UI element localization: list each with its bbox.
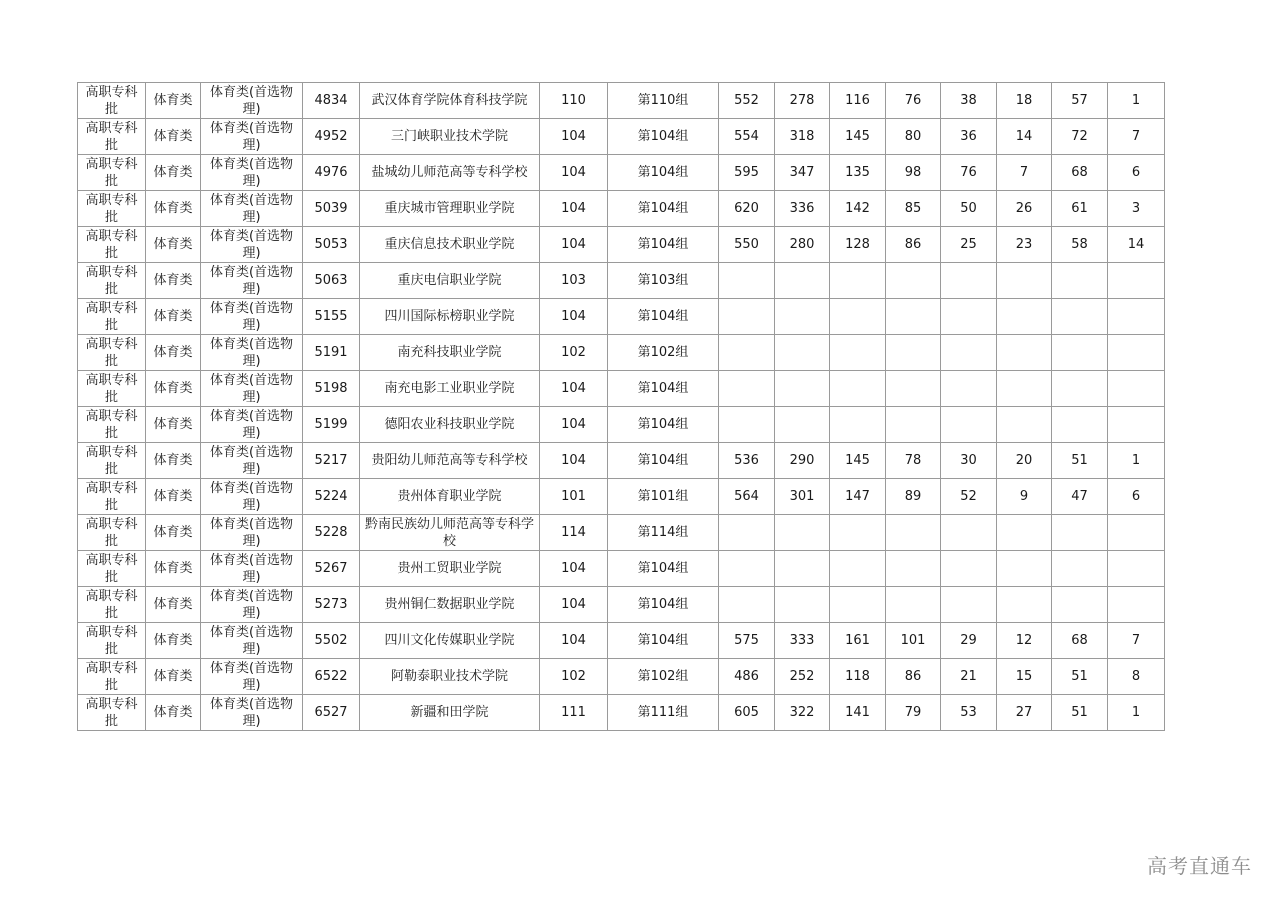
table-row bbox=[78, 515, 1165, 551]
score-cell: 1 bbox=[1108, 83, 1165, 119]
category-cell: 体育类 bbox=[146, 191, 201, 227]
batch-cell: 高职专科批 bbox=[78, 191, 146, 227]
table-row bbox=[78, 551, 1165, 587]
score-cell: 1 bbox=[1108, 443, 1165, 479]
group-code-cell: 104 bbox=[540, 155, 608, 191]
group-name-cell: 第102组 bbox=[608, 659, 719, 695]
score-cell bbox=[719, 551, 775, 587]
category-cell: 体育类 bbox=[146, 623, 201, 659]
group-code-cell: 104 bbox=[540, 371, 608, 407]
batch-cell: 高职专科批 bbox=[78, 371, 146, 407]
score-cell bbox=[886, 371, 941, 407]
score-cell bbox=[775, 587, 830, 623]
score-cell bbox=[775, 263, 830, 299]
category-cell: 体育类 bbox=[146, 515, 201, 551]
subject-group-cell: 体育类(首选物理) bbox=[201, 227, 303, 263]
score-cell bbox=[886, 515, 941, 551]
score-cell: 79 bbox=[886, 695, 941, 731]
score-cell bbox=[830, 263, 886, 299]
school-name-cell: 新疆和田学院 bbox=[360, 695, 540, 731]
school-name-cell: 四川文化传媒职业学院 bbox=[360, 623, 540, 659]
score-cell: 25 bbox=[941, 227, 997, 263]
score-cell bbox=[886, 335, 941, 371]
group-code-cell: 104 bbox=[540, 299, 608, 335]
table-row bbox=[78, 191, 1165, 227]
batch-cell: 高职专科批 bbox=[78, 83, 146, 119]
table-row bbox=[78, 443, 1165, 479]
batch-cell: 高职专科批 bbox=[78, 659, 146, 695]
score-cell: 72 bbox=[1052, 119, 1108, 155]
school-code-cell: 5039 bbox=[303, 191, 360, 227]
school-name-cell: 南充科技职业学院 bbox=[360, 335, 540, 371]
score-cell bbox=[775, 371, 830, 407]
school-name-cell: 黔南民族幼儿师范高等专科学校 bbox=[360, 515, 540, 551]
score-cell: 101 bbox=[886, 623, 941, 659]
score-cell: 280 bbox=[775, 227, 830, 263]
score-cell bbox=[941, 587, 997, 623]
category-cell: 体育类 bbox=[146, 479, 201, 515]
subject-group-cell: 体育类(首选物理) bbox=[201, 263, 303, 299]
batch-cell: 高职专科批 bbox=[78, 263, 146, 299]
score-cell: 118 bbox=[830, 659, 886, 695]
category-cell: 体育类 bbox=[146, 83, 201, 119]
score-cell: 57 bbox=[1052, 83, 1108, 119]
table-row bbox=[78, 299, 1165, 335]
batch-cell: 高职专科批 bbox=[78, 227, 146, 263]
subject-group-cell: 体育类(首选物理) bbox=[201, 659, 303, 695]
batch-cell: 高职专科批 bbox=[78, 479, 146, 515]
group-code-cell: 104 bbox=[540, 623, 608, 659]
score-cell: 15 bbox=[997, 659, 1052, 695]
score-cell bbox=[1108, 407, 1165, 443]
school-code-cell: 4976 bbox=[303, 155, 360, 191]
score-cell: 145 bbox=[830, 443, 886, 479]
score-cell: 27 bbox=[997, 695, 1052, 731]
category-cell: 体育类 bbox=[146, 407, 201, 443]
score-cell: 68 bbox=[1052, 623, 1108, 659]
school-name-cell: 南充电影工业职业学院 bbox=[360, 371, 540, 407]
score-cell: 9 bbox=[997, 479, 1052, 515]
score-cell: 605 bbox=[719, 695, 775, 731]
score-cell: 7 bbox=[997, 155, 1052, 191]
score-cell: 14 bbox=[1108, 227, 1165, 263]
score-cell: 318 bbox=[775, 119, 830, 155]
score-cell: 26 bbox=[997, 191, 1052, 227]
group-name-cell: 第101组 bbox=[608, 479, 719, 515]
school-name-cell: 德阳农业科技职业学院 bbox=[360, 407, 540, 443]
group-name-cell: 第103组 bbox=[608, 263, 719, 299]
score-cell: 142 bbox=[830, 191, 886, 227]
school-code-cell: 4834 bbox=[303, 83, 360, 119]
score-cell: 51 bbox=[1052, 443, 1108, 479]
score-cell: 14 bbox=[997, 119, 1052, 155]
category-cell: 体育类 bbox=[146, 335, 201, 371]
subject-group-cell: 体育类(首选物理) bbox=[201, 299, 303, 335]
school-code-cell: 5199 bbox=[303, 407, 360, 443]
group-name-cell: 第104组 bbox=[608, 299, 719, 335]
score-cell bbox=[775, 407, 830, 443]
score-cell bbox=[1052, 587, 1108, 623]
subject-group-cell: 体育类(首选物理) bbox=[201, 551, 303, 587]
table-row bbox=[78, 371, 1165, 407]
group-code-cell: 104 bbox=[540, 407, 608, 443]
school-name-cell: 三门峡职业技术学院 bbox=[360, 119, 540, 155]
score-cell bbox=[775, 551, 830, 587]
school-name-cell: 四川国际标榜职业学院 bbox=[360, 299, 540, 335]
batch-cell: 高职专科批 bbox=[78, 515, 146, 551]
table-row bbox=[78, 695, 1165, 731]
category-cell: 体育类 bbox=[146, 263, 201, 299]
score-cell bbox=[830, 407, 886, 443]
table-row bbox=[78, 659, 1165, 695]
score-cell: 12 bbox=[997, 623, 1052, 659]
group-name-cell: 第114组 bbox=[608, 515, 719, 551]
table-row bbox=[78, 335, 1165, 371]
subject-group-cell: 体育类(首选物理) bbox=[201, 623, 303, 659]
school-code-cell: 5228 bbox=[303, 515, 360, 551]
school-code-cell: 5063 bbox=[303, 263, 360, 299]
score-cell: 322 bbox=[775, 695, 830, 731]
score-cell: 38 bbox=[941, 83, 997, 119]
score-cell: 278 bbox=[775, 83, 830, 119]
score-cell: 47 bbox=[1052, 479, 1108, 515]
group-name-cell: 第104组 bbox=[608, 371, 719, 407]
group-name-cell: 第111组 bbox=[608, 695, 719, 731]
group-name-cell: 第110组 bbox=[608, 83, 719, 119]
score-cell bbox=[997, 551, 1052, 587]
score-cell: 21 bbox=[941, 659, 997, 695]
watermark-text: 高考直通车 bbox=[1147, 854, 1252, 878]
score-cell bbox=[1108, 335, 1165, 371]
admission-score-table bbox=[77, 82, 1165, 731]
subject-group-cell: 体育类(首选物理) bbox=[201, 155, 303, 191]
school-code-cell: 4952 bbox=[303, 119, 360, 155]
school-code-cell: 5191 bbox=[303, 335, 360, 371]
score-cell bbox=[941, 515, 997, 551]
group-name-cell: 第104组 bbox=[608, 155, 719, 191]
batch-cell: 高职专科批 bbox=[78, 695, 146, 731]
score-cell: 3 bbox=[1108, 191, 1165, 227]
score-cell: 6 bbox=[1108, 155, 1165, 191]
school-code-cell: 5053 bbox=[303, 227, 360, 263]
school-name-cell: 盐城幼儿师范高等专科学校 bbox=[360, 155, 540, 191]
subject-group-cell: 体育类(首选物理) bbox=[201, 191, 303, 227]
batch-cell: 高职专科批 bbox=[78, 299, 146, 335]
score-cell bbox=[719, 299, 775, 335]
school-name-cell: 贵阳幼儿师范高等专科学校 bbox=[360, 443, 540, 479]
score-cell: 18 bbox=[997, 83, 1052, 119]
subject-group-cell: 体育类(首选物理) bbox=[201, 407, 303, 443]
subject-group-cell: 体育类(首选物理) bbox=[201, 371, 303, 407]
score-cell bbox=[719, 587, 775, 623]
score-cell: 58 bbox=[1052, 227, 1108, 263]
school-code-cell: 5267 bbox=[303, 551, 360, 587]
group-code-cell: 104 bbox=[540, 191, 608, 227]
batch-cell: 高职专科批 bbox=[78, 119, 146, 155]
score-cell bbox=[719, 515, 775, 551]
score-cell bbox=[1052, 335, 1108, 371]
group-code-cell: 104 bbox=[540, 587, 608, 623]
group-name-cell: 第104组 bbox=[608, 551, 719, 587]
group-name-cell: 第104组 bbox=[608, 443, 719, 479]
score-cell: 98 bbox=[886, 155, 941, 191]
score-cell: 86 bbox=[886, 227, 941, 263]
group-code-cell: 103 bbox=[540, 263, 608, 299]
score-cell bbox=[1108, 515, 1165, 551]
subject-group-cell: 体育类(首选物理) bbox=[201, 479, 303, 515]
group-code-cell: 101 bbox=[540, 479, 608, 515]
score-cell: 554 bbox=[719, 119, 775, 155]
score-cell bbox=[1108, 371, 1165, 407]
group-code-cell: 104 bbox=[540, 443, 608, 479]
batch-cell: 高职专科批 bbox=[78, 623, 146, 659]
group-code-cell: 110 bbox=[540, 83, 608, 119]
subject-group-cell: 体育类(首选物理) bbox=[201, 587, 303, 623]
school-code-cell: 6527 bbox=[303, 695, 360, 731]
school-code-cell: 5198 bbox=[303, 371, 360, 407]
score-cell bbox=[1108, 587, 1165, 623]
score-cell bbox=[886, 587, 941, 623]
score-cell bbox=[719, 407, 775, 443]
score-cell: 86 bbox=[886, 659, 941, 695]
score-cell bbox=[886, 407, 941, 443]
score-cell: 53 bbox=[941, 695, 997, 731]
score-cell: 301 bbox=[775, 479, 830, 515]
score-cell: 336 bbox=[775, 191, 830, 227]
score-cell: 595 bbox=[719, 155, 775, 191]
group-name-cell: 第104组 bbox=[608, 119, 719, 155]
batch-cell: 高职专科批 bbox=[78, 551, 146, 587]
batch-cell: 高职专科批 bbox=[78, 335, 146, 371]
batch-cell: 高职专科批 bbox=[78, 407, 146, 443]
group-name-cell: 第104组 bbox=[608, 623, 719, 659]
score-cell bbox=[1052, 263, 1108, 299]
school-name-cell: 武汉体育学院体育科技学院 bbox=[360, 83, 540, 119]
group-code-cell: 102 bbox=[540, 335, 608, 371]
score-cell: 68 bbox=[1052, 155, 1108, 191]
table-row bbox=[78, 263, 1165, 299]
score-cell: 128 bbox=[830, 227, 886, 263]
score-cell: 50 bbox=[941, 191, 997, 227]
score-cell bbox=[830, 335, 886, 371]
school-name-cell: 贵州工贸职业学院 bbox=[360, 551, 540, 587]
score-cell: 333 bbox=[775, 623, 830, 659]
score-cell bbox=[830, 587, 886, 623]
category-cell: 体育类 bbox=[146, 551, 201, 587]
score-cell: 116 bbox=[830, 83, 886, 119]
score-cell: 486 bbox=[719, 659, 775, 695]
score-cell: 620 bbox=[719, 191, 775, 227]
score-cell bbox=[830, 515, 886, 551]
table-row bbox=[78, 227, 1165, 263]
score-cell bbox=[775, 335, 830, 371]
score-cell: 550 bbox=[719, 227, 775, 263]
score-cell bbox=[941, 263, 997, 299]
score-cell: 51 bbox=[1052, 695, 1108, 731]
school-name-cell: 重庆信息技术职业学院 bbox=[360, 227, 540, 263]
category-cell: 体育类 bbox=[146, 227, 201, 263]
score-cell bbox=[1052, 299, 1108, 335]
score-cell bbox=[1108, 551, 1165, 587]
table-row bbox=[78, 587, 1165, 623]
table-body bbox=[78, 83, 1165, 731]
score-cell: 7 bbox=[1108, 119, 1165, 155]
group-name-cell: 第104组 bbox=[608, 227, 719, 263]
score-cell bbox=[997, 371, 1052, 407]
group-code-cell: 104 bbox=[540, 551, 608, 587]
school-name-cell: 重庆电信职业学院 bbox=[360, 263, 540, 299]
batch-cell: 高职专科批 bbox=[78, 587, 146, 623]
score-cell bbox=[886, 263, 941, 299]
score-cell: 161 bbox=[830, 623, 886, 659]
school-name-cell: 阿勒泰职业技术学院 bbox=[360, 659, 540, 695]
score-cell bbox=[997, 299, 1052, 335]
score-cell: 145 bbox=[830, 119, 886, 155]
table-row bbox=[78, 407, 1165, 443]
score-cell: 80 bbox=[886, 119, 941, 155]
group-code-cell: 102 bbox=[540, 659, 608, 695]
score-cell: 61 bbox=[1052, 191, 1108, 227]
batch-cell: 高职专科批 bbox=[78, 443, 146, 479]
score-cell bbox=[719, 371, 775, 407]
group-code-cell: 104 bbox=[540, 119, 608, 155]
subject-group-cell: 体育类(首选物理) bbox=[201, 515, 303, 551]
category-cell: 体育类 bbox=[146, 695, 201, 731]
score-cell bbox=[1108, 299, 1165, 335]
score-cell bbox=[941, 551, 997, 587]
table-row bbox=[78, 623, 1165, 659]
score-cell bbox=[997, 587, 1052, 623]
category-cell: 体育类 bbox=[146, 119, 201, 155]
batch-cell: 高职专科批 bbox=[78, 155, 146, 191]
category-cell: 体育类 bbox=[146, 155, 201, 191]
score-cell: 8 bbox=[1108, 659, 1165, 695]
score-cell bbox=[775, 515, 830, 551]
score-cell: 23 bbox=[997, 227, 1052, 263]
score-cell bbox=[997, 515, 1052, 551]
score-cell bbox=[1052, 371, 1108, 407]
score-cell bbox=[830, 299, 886, 335]
group-code-cell: 114 bbox=[540, 515, 608, 551]
score-cell: 76 bbox=[941, 155, 997, 191]
school-code-cell: 5502 bbox=[303, 623, 360, 659]
subject-group-cell: 体育类(首选物理) bbox=[201, 335, 303, 371]
score-cell: 6 bbox=[1108, 479, 1165, 515]
group-code-cell: 111 bbox=[540, 695, 608, 731]
score-cell bbox=[1108, 263, 1165, 299]
score-cell bbox=[1052, 551, 1108, 587]
score-cell bbox=[830, 551, 886, 587]
subject-group-cell: 体育类(首选物理) bbox=[201, 83, 303, 119]
score-cell bbox=[941, 335, 997, 371]
school-name-cell: 重庆城市管理职业学院 bbox=[360, 191, 540, 227]
school-name-cell: 贵州体育职业学院 bbox=[360, 479, 540, 515]
table-row bbox=[78, 83, 1165, 119]
subject-group-cell: 体育类(首选物理) bbox=[201, 695, 303, 731]
score-cell: 51 bbox=[1052, 659, 1108, 695]
score-cell bbox=[941, 407, 997, 443]
score-cell bbox=[941, 371, 997, 407]
score-cell bbox=[1052, 515, 1108, 551]
score-cell bbox=[1052, 407, 1108, 443]
score-cell bbox=[719, 263, 775, 299]
table-row bbox=[78, 479, 1165, 515]
school-code-cell: 6522 bbox=[303, 659, 360, 695]
score-cell: 52 bbox=[941, 479, 997, 515]
score-cell: 290 bbox=[775, 443, 830, 479]
score-cell: 536 bbox=[719, 443, 775, 479]
category-cell: 体育类 bbox=[146, 299, 201, 335]
group-name-cell: 第104组 bbox=[608, 191, 719, 227]
group-name-cell: 第104组 bbox=[608, 587, 719, 623]
group-code-cell: 104 bbox=[540, 227, 608, 263]
school-code-cell: 5217 bbox=[303, 443, 360, 479]
score-cell bbox=[941, 299, 997, 335]
table-row bbox=[78, 155, 1165, 191]
score-cell: 7 bbox=[1108, 623, 1165, 659]
score-cell bbox=[719, 335, 775, 371]
score-cell bbox=[997, 263, 1052, 299]
score-cell: 147 bbox=[830, 479, 886, 515]
category-cell: 体育类 bbox=[146, 587, 201, 623]
score-cell bbox=[886, 299, 941, 335]
school-code-cell: 5224 bbox=[303, 479, 360, 515]
score-cell: 78 bbox=[886, 443, 941, 479]
school-name-cell: 贵州铜仁数据职业学院 bbox=[360, 587, 540, 623]
category-cell: 体育类 bbox=[146, 659, 201, 695]
category-cell: 体育类 bbox=[146, 371, 201, 407]
school-code-cell: 5273 bbox=[303, 587, 360, 623]
group-name-cell: 第104组 bbox=[608, 407, 719, 443]
score-cell: 76 bbox=[886, 83, 941, 119]
score-cell: 141 bbox=[830, 695, 886, 731]
school-code-cell: 5155 bbox=[303, 299, 360, 335]
table-row bbox=[78, 119, 1165, 155]
score-cell: 347 bbox=[775, 155, 830, 191]
score-cell bbox=[997, 407, 1052, 443]
score-cell bbox=[886, 551, 941, 587]
score-cell: 575 bbox=[719, 623, 775, 659]
score-cell: 89 bbox=[886, 479, 941, 515]
score-cell: 20 bbox=[997, 443, 1052, 479]
score-cell: 552 bbox=[719, 83, 775, 119]
score-cell: 36 bbox=[941, 119, 997, 155]
group-name-cell: 第102组 bbox=[608, 335, 719, 371]
subject-group-cell: 体育类(首选物理) bbox=[201, 443, 303, 479]
score-cell bbox=[775, 299, 830, 335]
score-cell: 29 bbox=[941, 623, 997, 659]
score-cell: 564 bbox=[719, 479, 775, 515]
score-cell: 1 bbox=[1108, 695, 1165, 731]
score-cell: 252 bbox=[775, 659, 830, 695]
category-cell: 体育类 bbox=[146, 443, 201, 479]
score-cell: 135 bbox=[830, 155, 886, 191]
score-cell bbox=[830, 371, 886, 407]
score-cell: 30 bbox=[941, 443, 997, 479]
score-cell: 85 bbox=[886, 191, 941, 227]
score-cell bbox=[997, 335, 1052, 371]
subject-group-cell: 体育类(首选物理) bbox=[201, 119, 303, 155]
